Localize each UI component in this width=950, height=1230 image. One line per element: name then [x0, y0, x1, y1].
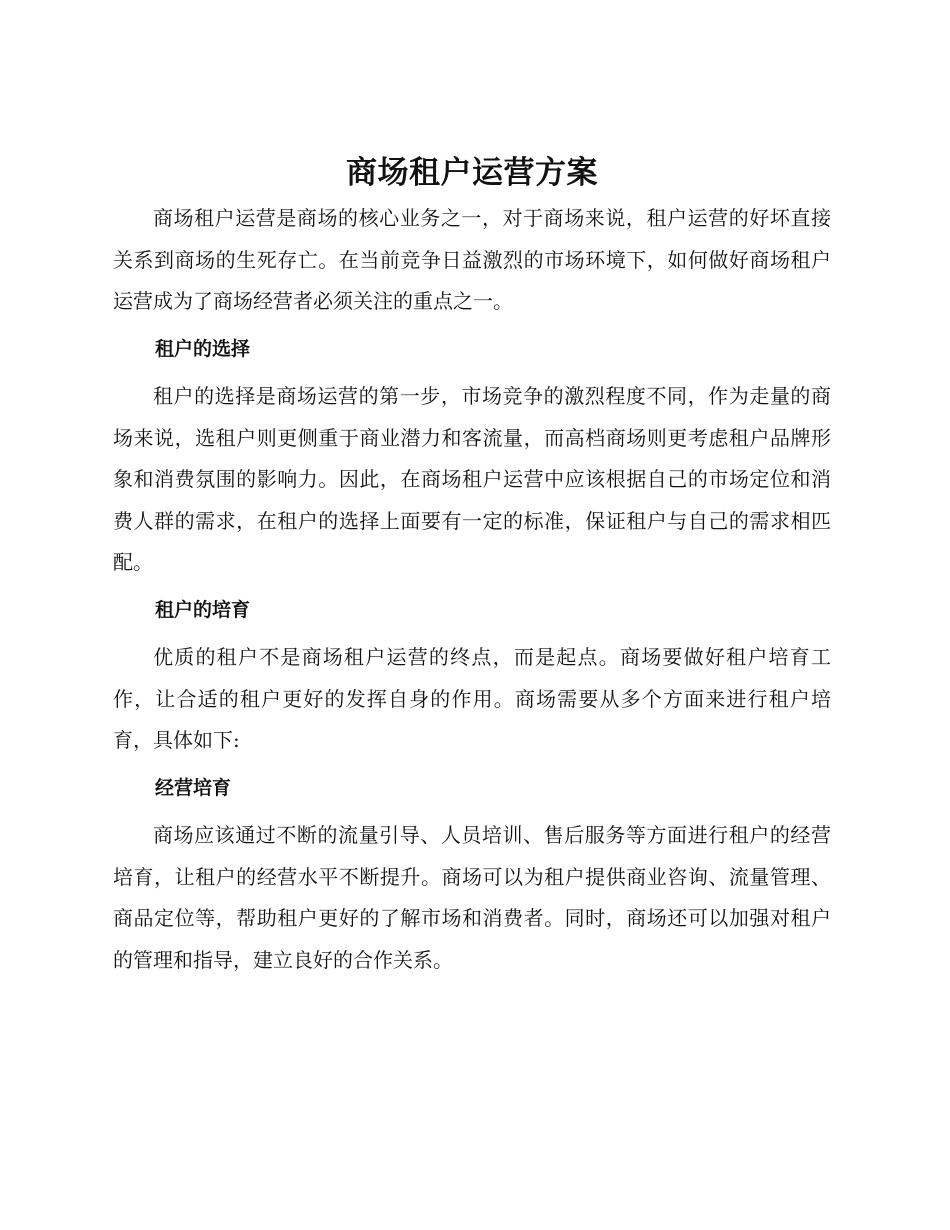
section-heading-tenant-cultivation: 租户的培育 — [155, 598, 251, 621]
section-heading-tenant-selection: 租户的选择 — [155, 337, 251, 360]
section-paragraph-business-cultivation: 商场应该通过不断的流量引导、人员培训、售后服务等方面进行租户的经营培育，让租户的经营水平不断提升。商场可以为租户提供商业咨询、流量管理、商品定位等，帮助租户更好的了解市场和消费者。同时，商场还可以加强对租户的管理和指导，建立良好的合作关系。 — [113, 823, 831, 972]
document-body — [113, 148, 831, 981]
document-title: 商场租户运营方案 — [346, 155, 598, 191]
section-paragraph-tenant-cultivation: 优质的租户不是商场租户运营的终点，而是起点。商场要做好租户培育工作，让合适的租户更好的发挥自身的作用。商场需要从多个方面来进行租户培育，具体如下: — [113, 645, 831, 752]
intro-paragraph: 商场租户运营是商场的核心业务之一，对于商场来说，租户运营的好坏直接关系到商场的生死存亡。在当前竞争日益激烈的市场环境下，如何做好商场租户运营成为了商场经营者必须关注的重点之一。 — [113, 206, 831, 313]
section-heading-business-cultivation: 经营培育 — [155, 776, 232, 799]
section-paragraph-tenant-selection: 租户的选择是商场运营的第一步，市场竞争的激烈程度不同，作为走量的商场来说，选租户则更侧重于商业潜力和客流量，而高档商场则更考虑租户品牌形象和消费氛围的影响力。因此，在商场租户运营中应该根据自己的市场定位和消费人群的需求，在租户的选择上面要有一定的标准，保证租户与自己的需求相匹配。 — [113, 384, 831, 574]
